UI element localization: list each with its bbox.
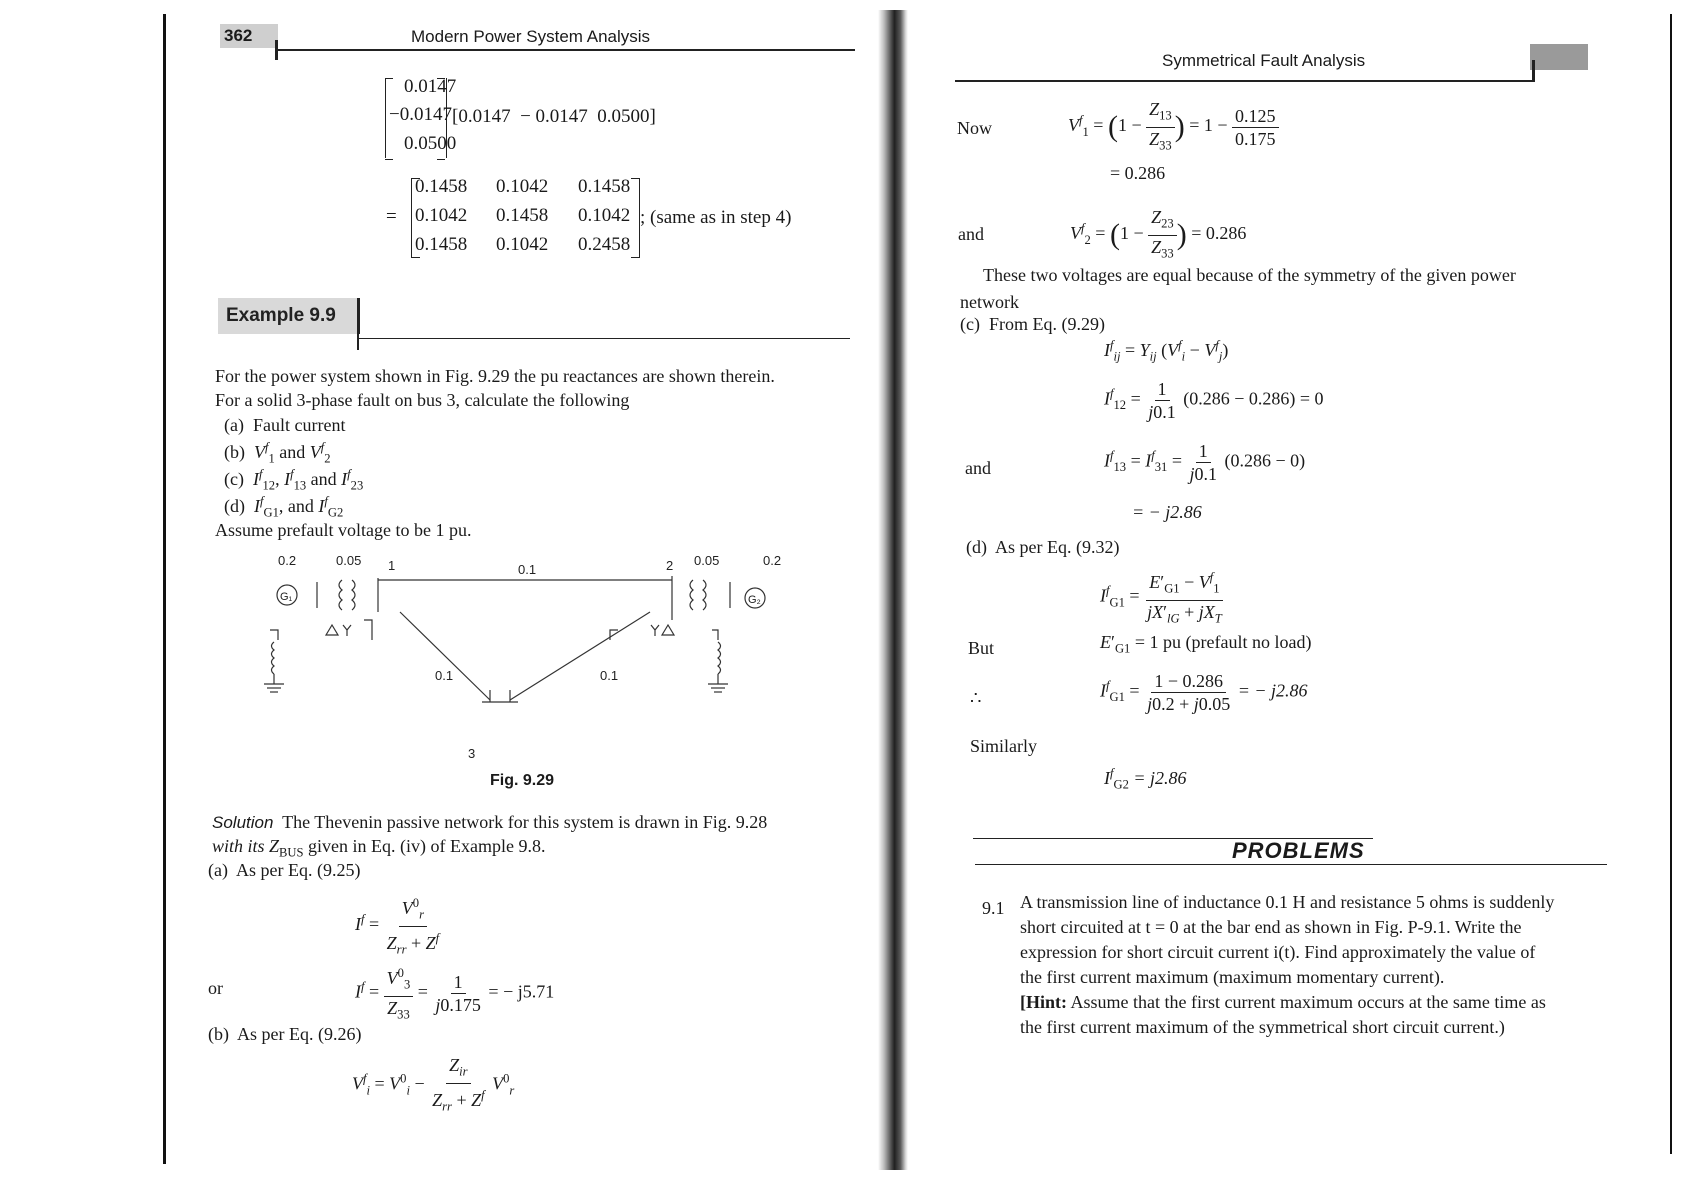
question-a: (a) Fault current bbox=[224, 415, 346, 435]
equation-bus-voltage: $V^f_i = V^0_i$ − $\frac{Z_{ir}}{Z_{rr} + Z^f}$ $V^0_r$ bbox=[352, 1055, 515, 1114]
equation-v1: $V^f_1 = (1$ − $\frac{Z_{13}}{Z_{33}}$ ) = 1 − $\frac{0.125}{0.175}$ bbox=[1068, 98, 1279, 156]
transformer-2-coil bbox=[703, 580, 706, 610]
hint-label: [Hint: bbox=[1020, 992, 1067, 1012]
paragraph-line: network bbox=[960, 292, 1019, 312]
right-page-edge bbox=[1670, 14, 1672, 1154]
matrix-cell: 0.1042 bbox=[496, 234, 549, 255]
matrix-cell: 0.1458 bbox=[415, 176, 468, 197]
bus-3-label: 3 bbox=[468, 746, 476, 761]
part-d-label: (d) As per Eq. (9.32) bbox=[966, 537, 1120, 557]
transformer-2-coil bbox=[690, 580, 693, 610]
solution-line: with its $Z_{BUS}$ given in Eq. (iv) of Example 9.8. bbox=[212, 836, 546, 860]
but-label: But bbox=[968, 638, 995, 658]
problem-line: the first current maximum (maximum momentary current). bbox=[1020, 967, 1445, 987]
matrix-cell: 0.1042 bbox=[415, 205, 468, 226]
equation-branch-current: $I^f_{ij} = Y_{ij}$ $(V^f_i - V^f_j)$ bbox=[1104, 338, 1229, 364]
equation-ig1: $I^f_{G1}$ = $\frac{1 - 0.286}{j0.2 + j0.05}$ = − j2.86 bbox=[1100, 671, 1308, 714]
example-rule bbox=[358, 338, 850, 339]
and-label: and bbox=[958, 224, 984, 244]
book-spine bbox=[878, 10, 908, 1170]
page-number: 362 bbox=[224, 26, 253, 45]
matrix-note: ; (same as in step 4) bbox=[640, 207, 792, 228]
header-rule bbox=[275, 49, 855, 51]
ground-reactor-2 bbox=[718, 642, 721, 674]
or-label: or bbox=[208, 978, 223, 998]
g1-reactance: 0.2 bbox=[278, 553, 297, 568]
power-system-figure bbox=[260, 550, 800, 765]
matrix-cell: 0.1458 bbox=[496, 205, 549, 226]
t1-reactance: 0.05 bbox=[336, 553, 362, 568]
solution-label: Solution bbox=[212, 813, 274, 832]
matrix-cell: 0.2458 bbox=[578, 234, 631, 255]
matrix-column-value: 0.0500 bbox=[404, 133, 457, 154]
left-page-edge bbox=[163, 14, 166, 1164]
equation-fault-current: $I^f$ = $\frac{V^0_r}{Z_{rr} + Z^f}$ bbox=[355, 892, 442, 960]
intro-line: For a solid 3-phase fault on bus 3, calculate the following bbox=[215, 390, 630, 410]
equation-fault-current-value: $I^f$ = $\frac{V^0_3}{Z_{33}}$ = $\frac{1}{j0.175}$ = − j5.71 bbox=[355, 962, 554, 1025]
fault-current-result: = − j5.71 bbox=[488, 981, 555, 1002]
equation-v2: $V^f_2 = (1$ − $\frac{Z_{23}}{Z_{33}}$ ) = 0.286 bbox=[1070, 207, 1247, 261]
generator-1-label: G₁ bbox=[280, 591, 293, 603]
left-header-title: Modern Power System Analysis bbox=[411, 27, 651, 46]
bus-2-label: 2 bbox=[666, 558, 674, 573]
g2-reactance: 0.2 bbox=[763, 553, 782, 568]
bus-1-label: 1 bbox=[388, 558, 396, 573]
matrix-cell: 0.1042 bbox=[578, 205, 631, 226]
line-1-3-reactance: 0.1 bbox=[435, 668, 454, 683]
question-c: (c) $I^f_{12}$, $I^f_{13}$ and $I^f_{23}$ bbox=[224, 467, 364, 493]
transformer-1-coil bbox=[352, 580, 355, 610]
question-d: (d) $I^f_{G1}$, and $I^f_{G2}$ bbox=[224, 494, 344, 520]
matrix-cell: 0.1458 bbox=[415, 234, 468, 255]
matrix-bracket bbox=[631, 178, 640, 258]
problem-line: A transmission line of inductance 0.1 H and resistance 5 ohms is suddenly bbox=[1020, 892, 1555, 912]
problems-title: PROBLEMS bbox=[1232, 838, 1365, 863]
example-rule-tick bbox=[357, 298, 359, 350]
line-2-3 bbox=[510, 612, 650, 700]
right-header-title: Symmetrical Fault Analysis bbox=[1162, 51, 1366, 70]
hint-line: the first current maximum of the symmetrical short circuit current.) bbox=[1020, 1017, 1505, 1037]
part-a-label: (a) As per Eq. (9.25) bbox=[208, 860, 361, 880]
matrix-column-value: 0.0147 bbox=[404, 76, 457, 97]
v1-result: = 0.286 bbox=[1110, 163, 1166, 183]
right-header-tick bbox=[1532, 60, 1535, 82]
example-label: Example 9.9 bbox=[226, 305, 336, 326]
line-1-3 bbox=[400, 612, 490, 700]
generator-2-label: G₂ bbox=[748, 594, 761, 606]
line-2-3-reactance: 0.1 bbox=[600, 668, 619, 683]
matrix-equals: = bbox=[386, 206, 397, 227]
transformer-1-coil bbox=[339, 580, 342, 610]
intro-line: For the power system shown in Fig. 9.29 the pu reactances are shown therein. bbox=[215, 366, 775, 386]
question-b: (b) $V^f_1$ and $V^f_2$ bbox=[224, 440, 331, 466]
now-label: Now bbox=[957, 118, 992, 138]
part-b-label: (b) As per Eq. (9.26) bbox=[208, 1024, 362, 1044]
t2-reactance: 0.05 bbox=[694, 553, 720, 568]
ground-reactor-1 bbox=[272, 642, 275, 674]
v2-result: = 0.286 bbox=[1191, 223, 1247, 244]
matrix-column-value: −0.0147 bbox=[389, 104, 452, 125]
matrix-row: [0.0147 − 0.0147 0.0500] bbox=[452, 106, 656, 127]
problem-line: short circuited at t = 0 at the bar end as shown in Fig. P-9.1. Write the bbox=[1020, 917, 1522, 937]
right-header-rule bbox=[955, 80, 1535, 82]
problems-bottom-rule bbox=[975, 864, 1607, 865]
figure-caption: Fig. 9.29 bbox=[490, 772, 555, 789]
part-c-label: (c) From Eq. (9.29) bbox=[960, 314, 1105, 334]
equation-ig2: $I^f_{G2} = j2.86$ bbox=[1104, 766, 1187, 792]
right-page-number-tab bbox=[1530, 44, 1588, 70]
problem-line: expression for short circuit current i(t). Find approximately the value of bbox=[1020, 942, 1536, 962]
header-rule-tick bbox=[275, 40, 278, 60]
i13-value: = − j2.86 bbox=[1132, 502, 1202, 522]
i13-result: (0.286 − 0) bbox=[1224, 450, 1306, 471]
i12-result: (0.286 − 0.286) = 0 bbox=[1183, 388, 1324, 409]
similarly-label: Similarly bbox=[970, 736, 1037, 756]
matrix-cell: 0.1458 bbox=[578, 176, 631, 197]
line-1-2-reactance: 0.1 bbox=[518, 562, 537, 577]
equation-generator-current: $I^f_{G1}$ = $\frac{E'_{G1} - V^f_1}{jX'_{lG} + jX_T}$ bbox=[1100, 566, 1225, 629]
paragraph-line: These two voltages are equal because of the symmetry of the given power bbox=[983, 265, 1516, 285]
therefore-symbol: ∴ bbox=[970, 688, 982, 708]
equation-i13: $I^f_{13} = I^f_{31}$ = $\frac{1}{j0.1}$ (0.286 − 0) bbox=[1104, 441, 1306, 484]
equation-eg1: $E'_{G1} = 1$ pu (prefault no load) bbox=[1100, 632, 1312, 656]
hint-line: [Hint: Assume that the first current maximum occurs at the same time as bbox=[1020, 992, 1546, 1012]
solution-line: Solution The Thevenin passive network for this system is drawn in Fig. 9.28 bbox=[212, 812, 768, 832]
page-number-tab bbox=[220, 24, 278, 48]
assumption: Assume prefault voltage to be 1 pu. bbox=[215, 520, 472, 540]
equation-i12: $I^f_{12}$ = $\frac{1}{j0.1}$ (0.286 − 0.286) = 0 bbox=[1104, 379, 1324, 422]
ig1-result: = − j2.86 bbox=[1237, 680, 1308, 701]
problem-number: 9.1 bbox=[982, 898, 1005, 918]
matrix-cell: 0.1042 bbox=[496, 176, 549, 197]
and-label: and bbox=[965, 458, 991, 478]
